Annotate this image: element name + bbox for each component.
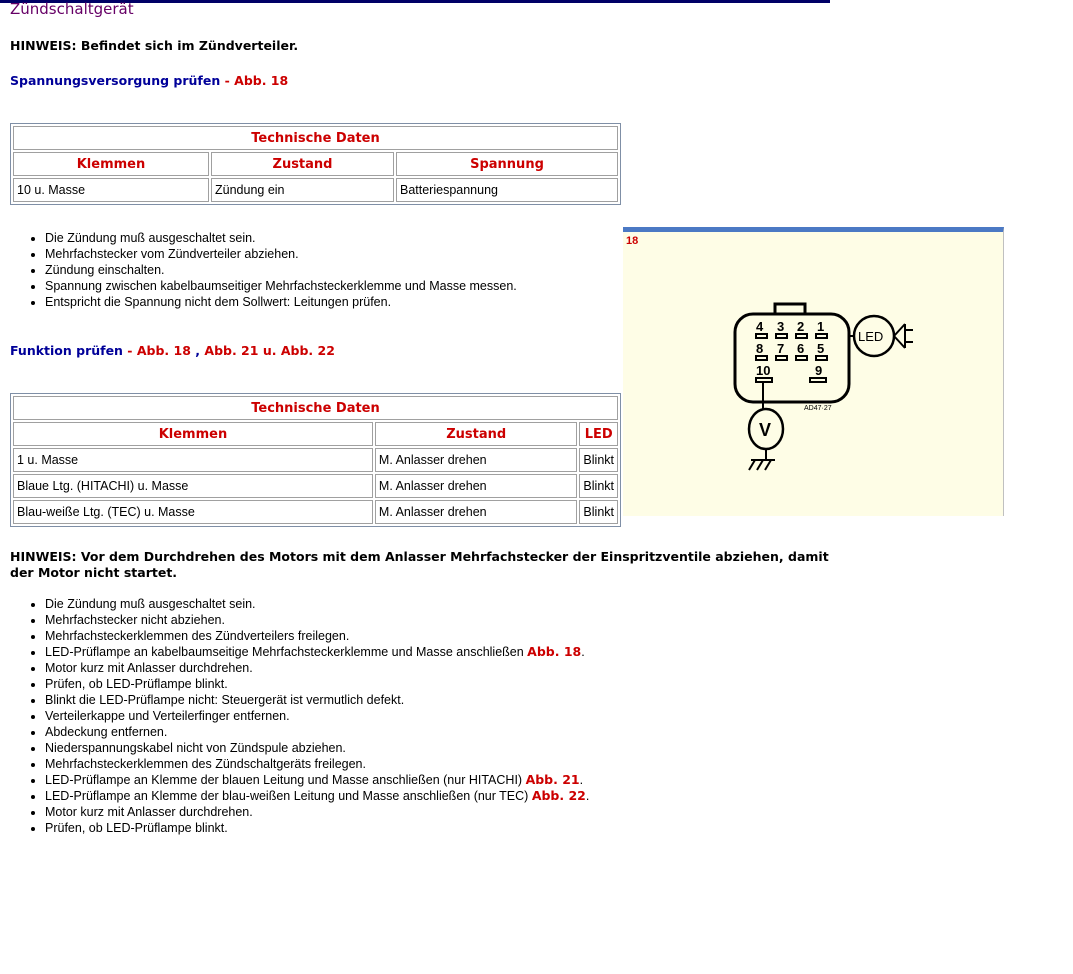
list-item-text: Abdeckung entfernen. bbox=[45, 725, 168, 739]
diagram-code: AD47·27 bbox=[804, 405, 832, 412]
figure-18-connector-diagram bbox=[623, 227, 1004, 516]
connector-diagram-svg bbox=[623, 232, 1003, 516]
list-item: • Zündung einschalten. bbox=[45, 262, 517, 278]
table-cell: 10 u. Masse bbox=[13, 178, 209, 202]
list-item: • Spannung zwischen kabelbaumseitiger Mehrfachsteckerklemme und Masse messen. bbox=[45, 278, 517, 294]
list-item bbox=[45, 628, 589, 644]
table-cell: M. Anlasser drehen bbox=[375, 500, 578, 524]
separator-and: u. bbox=[258, 343, 281, 358]
pin-2 bbox=[796, 334, 807, 338]
section-voltage-dash: - bbox=[220, 73, 235, 88]
column-header: Zustand bbox=[375, 422, 578, 446]
table-cell: Batteriespannung bbox=[396, 178, 618, 202]
table-row bbox=[13, 500, 618, 524]
table-row bbox=[13, 178, 618, 202]
table-caption: Technische Daten bbox=[13, 396, 618, 420]
table-row bbox=[13, 474, 618, 498]
pin-4 bbox=[756, 334, 767, 338]
list-item-text: Mehrfachsteckerklemmen des Zündschaltgeräts freilegen. bbox=[45, 757, 366, 771]
link-abb-18[interactable]: Abb. 18 bbox=[136, 343, 191, 358]
pin-label: 4 bbox=[756, 319, 764, 334]
section-function-dash: - bbox=[122, 343, 137, 358]
pin-1 bbox=[816, 334, 827, 338]
pin-label: 2 bbox=[797, 319, 805, 334]
list-item bbox=[45, 660, 589, 676]
list-item bbox=[45, 756, 589, 772]
steps-voltage-list bbox=[18, 230, 517, 310]
pin-5 bbox=[816, 356, 827, 360]
pin-8 bbox=[756, 356, 767, 360]
list-item-text: Motor kurz mit Anlasser durchdrehen. bbox=[45, 805, 253, 819]
tech-data-table-function bbox=[10, 393, 621, 527]
table-cell: Blinkt bbox=[579, 474, 618, 498]
note-location: HINWEIS: Befindet sich im Zündverteiler. bbox=[10, 38, 299, 53]
column-header: LED bbox=[579, 422, 618, 446]
pin-label: 6 bbox=[797, 341, 805, 356]
pin-3 bbox=[776, 334, 787, 338]
pin-label: 10 bbox=[756, 363, 771, 378]
link-abb-22[interactable]: Abb. 22 bbox=[531, 788, 586, 803]
list-item bbox=[45, 612, 589, 628]
pin-label: 7 bbox=[777, 341, 785, 356]
list-item bbox=[45, 740, 589, 756]
table-row bbox=[13, 448, 618, 472]
voltmeter-label: V bbox=[759, 420, 772, 440]
table-cell: M. Anlasser drehen bbox=[375, 474, 578, 498]
table-cell: Blau-weiße Ltg. (TEC) u. Masse bbox=[13, 500, 373, 524]
list-item: • Die Zündung muß ausgeschaltet sein. bbox=[45, 230, 517, 246]
section-voltage-label: Spannungsversorgung prüfen bbox=[10, 73, 221, 88]
list-item bbox=[45, 772, 589, 788]
list-item: • Mehrfachstecker vom Zündverteiler abziehen. bbox=[45, 246, 517, 262]
list-item-text: Mehrfachsteckerklemmen des Zündverteilers freilegen. bbox=[45, 629, 350, 643]
pin-10 bbox=[756, 378, 772, 382]
pin-label: 8 bbox=[756, 341, 764, 356]
list-item: • Entspricht die Spannung nicht dem Sollwert: Leitungen prüfen. bbox=[45, 294, 517, 310]
table-cell: M. Anlasser drehen bbox=[375, 448, 578, 472]
table-caption: Technische Daten bbox=[13, 126, 618, 150]
link-abb-18[interactable]: Abb. 18 bbox=[527, 644, 582, 659]
table-cell: Blinkt bbox=[579, 500, 618, 524]
separator-comma: , bbox=[190, 343, 205, 358]
section-function-label: Funktion prüfen bbox=[10, 343, 123, 358]
list-item-text: LED-Prüflampe an Klemme der blauen Leitung und Masse anschließen (nur HITACHI) bbox=[45, 773, 526, 787]
table-cell: 1 u. Masse bbox=[13, 448, 373, 472]
column-header: Klemmen bbox=[13, 152, 209, 176]
column-header: Klemmen bbox=[13, 422, 373, 446]
list-item bbox=[45, 820, 589, 836]
list-item-text: Verteilerkappe und Verteilerfinger entfernen. bbox=[45, 709, 290, 723]
list-item-text: LED-Prüflampe an Klemme der blau-weißen Leitung und Masse anschließen (nur TEC) bbox=[45, 789, 532, 803]
list-item-text: Motor kurz mit Anlasser durchdrehen. bbox=[45, 661, 253, 675]
list-item bbox=[45, 788, 589, 804]
led-ground-lines bbox=[894, 324, 913, 348]
list-item-text: Prüfen, ob LED-Prüflampe blinkt. bbox=[45, 677, 228, 691]
pin-9 bbox=[810, 378, 826, 382]
tech-data-table-voltage bbox=[10, 123, 621, 205]
list-item-tail: . bbox=[585, 789, 590, 803]
pin-label: 5 bbox=[817, 341, 825, 356]
list-item bbox=[45, 804, 589, 820]
note-engine-start: HINWEIS: Vor dem Durchdrehen des Motors mit dem Anlasser Mehrfachstecker der Einspritzventile abziehen, damit der Motor nicht startet. bbox=[10, 549, 829, 580]
list-item bbox=[45, 692, 589, 708]
led-label: LED bbox=[858, 329, 884, 344]
list-item-tail: . bbox=[581, 645, 585, 659]
column-header: Spannung bbox=[396, 152, 618, 176]
figure-number: 18 bbox=[626, 235, 639, 247]
ground-hatch bbox=[749, 460, 771, 470]
list-item-text: Mehrfachstecker nicht abziehen. bbox=[45, 613, 225, 627]
table-cell: Blinkt bbox=[579, 448, 618, 472]
pin-label: 1 bbox=[817, 319, 825, 334]
list-item-text: Blinkt die LED-Prüflampe nicht: Steuergerät ist vermutlich defekt. bbox=[45, 693, 405, 707]
list-item bbox=[45, 596, 589, 612]
list-item-text: Prüfen, ob LED-Prüflampe blinkt. bbox=[45, 821, 228, 835]
page-title: Zündschaltgerät bbox=[10, 0, 134, 18]
list-item bbox=[45, 724, 589, 740]
link-abb-18[interactable]: Abb. 18 bbox=[234, 73, 289, 88]
pin-7 bbox=[776, 356, 787, 360]
list-item-text: LED-Prüflampe an kabelbaumseitige Mehrfachsteckerklemme und Masse anschließen bbox=[45, 645, 528, 659]
list-item-tail: . bbox=[579, 773, 584, 787]
table-cell: Zündung ein bbox=[211, 178, 394, 202]
steps-function-list bbox=[18, 596, 589, 836]
section-function-check bbox=[10, 343, 335, 358]
list-item bbox=[45, 676, 589, 692]
link-abb-21[interactable]: Abb. 21 bbox=[204, 343, 259, 358]
pin-label: 3 bbox=[777, 319, 785, 334]
section-voltage-check bbox=[10, 73, 288, 88]
list-item bbox=[45, 644, 589, 660]
link-abb-21[interactable]: Abb. 21 bbox=[525, 772, 580, 787]
list-item-text: Die Zündung muß ausgeschaltet sein. bbox=[45, 597, 256, 611]
link-abb-22[interactable]: Abb. 22 bbox=[280, 343, 335, 358]
connector-housing bbox=[735, 314, 849, 402]
column-header: Zustand bbox=[211, 152, 394, 176]
list-item-text: Niederspannungskabel nicht von Zündspule abziehen. bbox=[45, 741, 346, 755]
list-item bbox=[45, 708, 589, 724]
pin-6 bbox=[796, 356, 807, 360]
table-cell: Blaue Ltg. (HITACHI) u. Masse bbox=[13, 474, 373, 498]
pin-label: 9 bbox=[815, 363, 823, 378]
